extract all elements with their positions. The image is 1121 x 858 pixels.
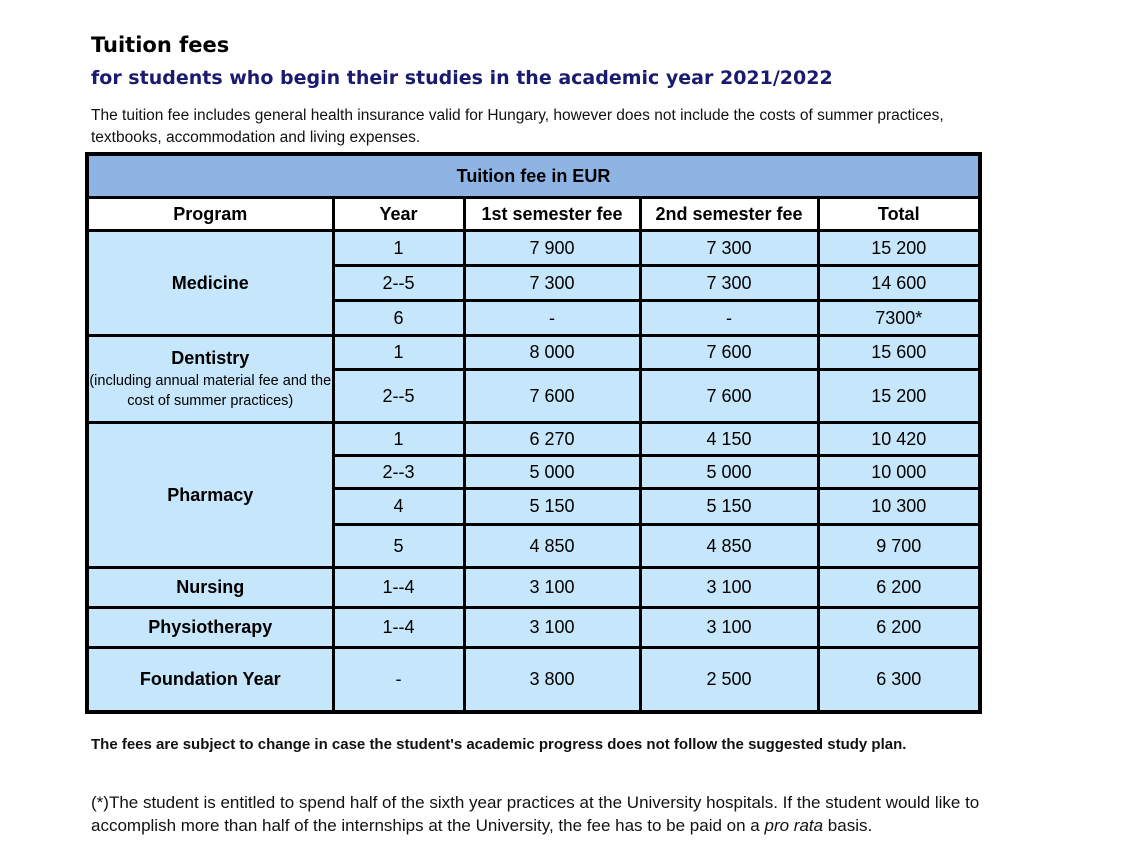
- header-sem2: 2nd semester fee: [640, 198, 818, 231]
- sem1-cell: 4 850: [464, 525, 640, 568]
- intro-text: The tuition fee includes general health insurance valid for Hungary, however does not include the costs of summer practices, textbooks, accommodation and living expenses.: [91, 107, 944, 146]
- program-dentistry-name: Dentistry: [171, 347, 250, 368]
- footnote-star: [91, 791, 991, 837]
- sem1-cell: 7 300: [464, 266, 640, 301]
- table-row: [87, 231, 980, 266]
- total-cell: 10 000: [818, 456, 980, 489]
- sem2-cell: -: [640, 301, 818, 336]
- header-total: Total: [818, 198, 980, 231]
- table-row: [87, 336, 980, 370]
- sem2-cell: 5 150: [640, 489, 818, 525]
- year-cell: 5: [333, 525, 464, 568]
- sem2-cell: 3 100: [640, 568, 818, 608]
- sem1-cell: 6 270: [464, 423, 640, 456]
- header-sem1: 1st semester fee: [464, 198, 640, 231]
- total-cell: 10 420: [818, 423, 980, 456]
- program-nursing: Nursing: [87, 568, 333, 608]
- page-subtitle: for students who begin their studies in the academic year 2021/2022: [91, 67, 833, 89]
- page-title: Tuition fees: [91, 33, 230, 57]
- header-program: Program: [87, 198, 333, 231]
- sem2-cell: 7 600: [640, 370, 818, 423]
- tuition-fee-table: [85, 152, 982, 714]
- table-row: [87, 423, 980, 456]
- program-dentistry: [87, 336, 333, 423]
- total-cell: 14 600: [818, 266, 980, 301]
- program-foundation-year: Foundation Year: [87, 648, 333, 712]
- table-header-row: [87, 198, 980, 231]
- sem2-cell: 5 000: [640, 456, 818, 489]
- sem1-cell: 8 000: [464, 336, 640, 370]
- footnote-star-italic: pro rata: [764, 816, 824, 835]
- sem2-cell: 4 850: [640, 525, 818, 568]
- total-cell: 15 200: [818, 370, 980, 423]
- total-cell: 7300*: [818, 301, 980, 336]
- year-cell: 1: [333, 336, 464, 370]
- sem1-cell: 7 900: [464, 231, 640, 266]
- footnote-star-main: (*)The student is entitled to spend half of the sixth year practices at the University hospitals. If the student would like to accomplish more than half of the internships at the University, the fee has to be paid on a: [91, 793, 980, 835]
- year-cell: 2--5: [333, 370, 464, 423]
- year-cell: 2--5: [333, 266, 464, 301]
- year-cell: 2--3: [333, 456, 464, 489]
- table-banner-row: [87, 154, 980, 198]
- table-banner: Tuition fee in EUR: [87, 154, 980, 198]
- sem2-cell: 7 300: [640, 231, 818, 266]
- total-cell: 15 200: [818, 231, 980, 266]
- footnote-star-end: basis.: [823, 816, 873, 835]
- sem1-cell: 3 100: [464, 568, 640, 608]
- program-dentistry-note: (including annual material fee and the cost of summer practices): [89, 372, 332, 409]
- sem1-cell: -: [464, 301, 640, 336]
- total-cell: 6 200: [818, 608, 980, 648]
- sem1-cell: 5 000: [464, 456, 640, 489]
- year-cell: 1: [333, 231, 464, 266]
- sem2-cell: 2 500: [640, 648, 818, 712]
- total-cell: 6 300: [818, 648, 980, 712]
- progress-note: The fees are subject to change in case the student's academic progress does not follow the suggested study plan.: [91, 736, 907, 753]
- program-physiotherapy: Physiotherapy: [87, 608, 333, 648]
- sem2-cell: 3 100: [640, 608, 818, 648]
- sem2-cell: 4 150: [640, 423, 818, 456]
- sem1-cell: 7 600: [464, 370, 640, 423]
- total-cell: 9 700: [818, 525, 980, 568]
- total-cell: 6 200: [818, 568, 980, 608]
- total-cell: 15 600: [818, 336, 980, 370]
- sem2-cell: 7 600: [640, 336, 818, 370]
- table-row: [87, 608, 980, 648]
- table-row: [87, 648, 980, 712]
- program-medicine: Medicine: [87, 231, 333, 336]
- header-year: Year: [333, 198, 464, 231]
- year-cell: 1--4: [333, 568, 464, 608]
- program-pharmacy: Pharmacy: [87, 423, 333, 568]
- sem1-cell: 3 800: [464, 648, 640, 712]
- year-cell: -: [333, 648, 464, 712]
- sem1-cell: 3 100: [464, 608, 640, 648]
- total-cell: 10 300: [818, 489, 980, 525]
- sem2-cell: 7 300: [640, 266, 818, 301]
- year-cell: 1--4: [333, 608, 464, 648]
- year-cell: 1: [333, 423, 464, 456]
- year-cell: 4: [333, 489, 464, 525]
- sem1-cell: 5 150: [464, 489, 640, 525]
- table-row: [87, 568, 980, 608]
- year-cell: 6: [333, 301, 464, 336]
